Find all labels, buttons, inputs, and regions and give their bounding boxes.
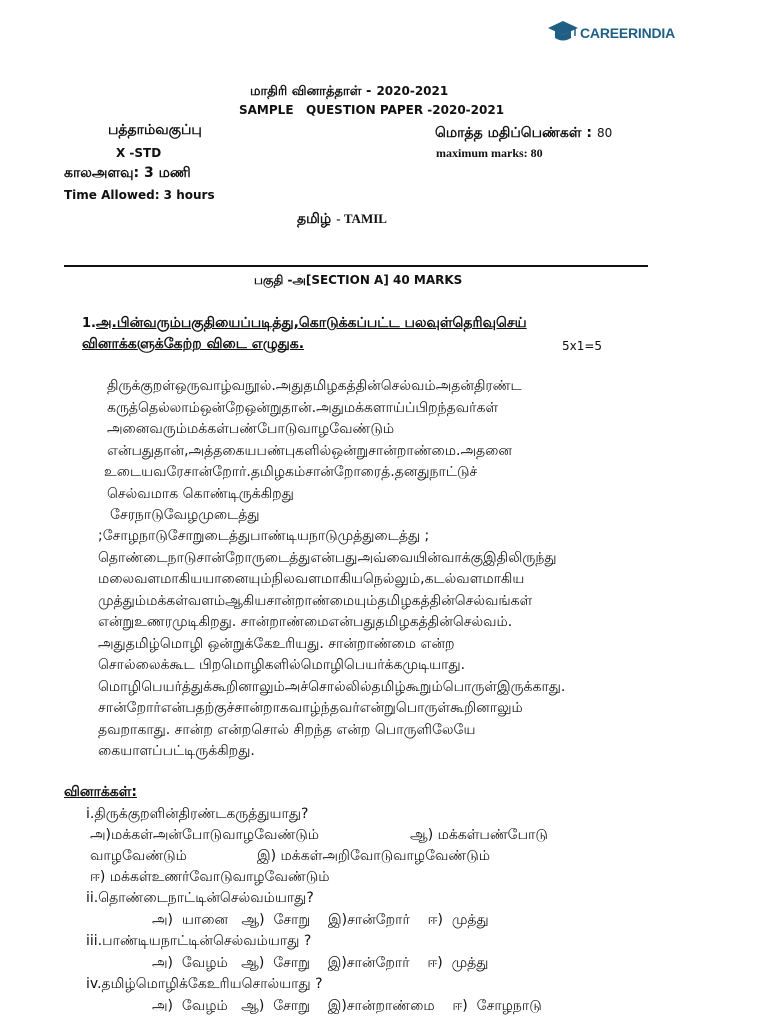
total-marks-ta: மொத்த மதிப்பெண்கள் : 80 <box>435 125 613 141</box>
option-text: ஆ) மக்கள்பண்போடு <box>410 827 548 843</box>
q1-instruction-line2: வினாக்களுக்கேற்ற விடை எழுதுக. <box>82 336 305 352</box>
subject-title: தமிழ் - TAMIL <box>297 211 387 227</box>
question-iii: iii.பாண்டியநாட்டின்செல்வம்யாது ? <box>86 933 312 949</box>
passage-line: மலைவளமாகியயானையும்நிலவளமாகியநெல்லும்,கடல்வளமாகிய <box>98 571 525 587</box>
graduation-cap-icon <box>548 20 578 46</box>
horizontal-rule <box>64 265 648 267</box>
logo-text: CAREERINDIA <box>580 25 676 41</box>
passage-line: கருத்தெல்லாம்ஒன்றேஒன்றுதான்.அதுமக்களாய்ப்பிறந்தவர்கள் <box>107 400 499 416</box>
class-en: X -STD <box>116 146 162 160</box>
paper-title-en: SAMPLE QUESTION PAPER -2020-2021 <box>239 103 505 117</box>
passage-line: சான்றோர்என்பதற்குச்சான்றாகவாழ்ந்தவர்என்றுபொருள்கூறினாலும் <box>98 700 523 716</box>
option-text: ஈ) மக்கள்உணர்வோடுவாழவேண்டும் <box>90 869 330 885</box>
passage-line: சொல்லைக்கூட பிறமொழிகளில்மொழிபெயர்க்கமுடியாது. <box>98 657 466 673</box>
option-text: அ) வேழம் ஆ) சோறு இ)சான்றாண்மை ஈ) சோழநாடு <box>152 998 542 1014</box>
passage-line: அனைவரும்மக்கள்பண்போடுவாழவேண்டும் <box>107 421 395 437</box>
q1-marks: 5x1=5 <box>562 339 603 353</box>
option-text: அ) வேழம் ஆ) சோறு இ)சான்றோர் ஈ) முத்து <box>152 955 489 971</box>
question-i: i.திருக்குறளின்திரண்டகருத்துயாது? <box>86 806 309 822</box>
option-text: இ) மக்கள்அறிவோடுவாழவேண்டும் <box>257 848 490 864</box>
passage-line: உடையவரேசான்றோர்.தமிழகம்சான்றோரைத்.தனதுநாட்டுச் <box>104 464 478 480</box>
time-allowed-en: Time Allowed: 3 hours <box>64 188 215 202</box>
passage-line: தவறாகாது. சான்ற என்றசொல் சிறந்த என்ற பொருளிலேயே <box>98 722 476 738</box>
question-iv: iv.தமிழ்மொழிக்கேஉரியசொல்யாது ? <box>86 976 323 992</box>
class-ta: பத்தாம்வகுப்பு <box>108 122 202 138</box>
time-allowed-ta: காலஅளவு: 3 மணி <box>64 165 191 181</box>
question-ii: ii.தொண்டைநாட்டின்செல்வம்யாது? <box>86 890 314 906</box>
passage-line: என்பதுதான்,அத்தகையபண்புகளில்ஒன்றுசான்றாண்மை.அதனை <box>107 443 513 459</box>
passage-line: மொழிபெயர்த்துக்கூறினாலும்அச்சொல்லில்தமிழ்கூறும்பொருள்இருக்காது. <box>98 679 566 695</box>
passage-line: திருக்குறள்ஒருவாழ்வநூல்.அதுதமிழகத்தின்செல்வம்அதன்திரண்ட <box>107 378 522 394</box>
passage-line: செல்வமாக கொண்டிருக்கிறது <box>107 486 294 502</box>
passage-line: சேரநாடுவேழமுடைத்து <box>110 507 260 523</box>
max-marks-en: maximum marks: 80 <box>436 146 543 160</box>
q1-instruction-line1: 1.அ.பின்வரும்பகுதியைப்படித்து,கொடுக்கப்பட்ட பலவுள்தெரிவுசெய் <box>82 315 527 331</box>
passage-line: முத்தும்மக்கள்வளம்ஆகியசான்றாண்மையும்தமிழகத்தின்செல்வங்கள் <box>98 593 533 609</box>
passage-line: என்றுஉணரமுடிகிறது. சான்றாண்மைஎன்பதுதமிழகத்தின்செல்வம். <box>98 614 513 630</box>
questions-heading: வினாக்கள்: <box>64 784 137 800</box>
passage-line: கையாளப்பட்டிருக்கிறது. <box>98 743 255 759</box>
careerindia-logo <box>548 20 675 46</box>
option-text: வாழவேண்டும் <box>90 848 187 864</box>
paper-title-ta: மாதிரி வினாத்தாள் - 2020-2021 <box>250 84 449 99</box>
section-a-heading: பகுதி -அ[SECTION A] 40 MARKS <box>254 273 463 287</box>
option-text: அ) யானை ஆ) சோறு இ)சான்றோர் ஈ) முத்து <box>152 912 489 928</box>
passage-line: ;சோழநாடுசோறுடைத்துபாண்டியநாடுமுத்துடைத்து ; <box>98 528 430 544</box>
passage-line: அதுதமிழ்மொழி ஒன்றுக்கேஉரியது. சான்றாண்மை என்ற <box>98 636 455 652</box>
option-text: அ)மக்கள்அன்போடுவாழவேண்டும் <box>90 827 320 843</box>
passage-line: தொண்டைநாடுசான்றோருடைத்துஎன்பதுஅவ்வையின்வாக்குஇதிலிருந்து <box>98 550 557 566</box>
